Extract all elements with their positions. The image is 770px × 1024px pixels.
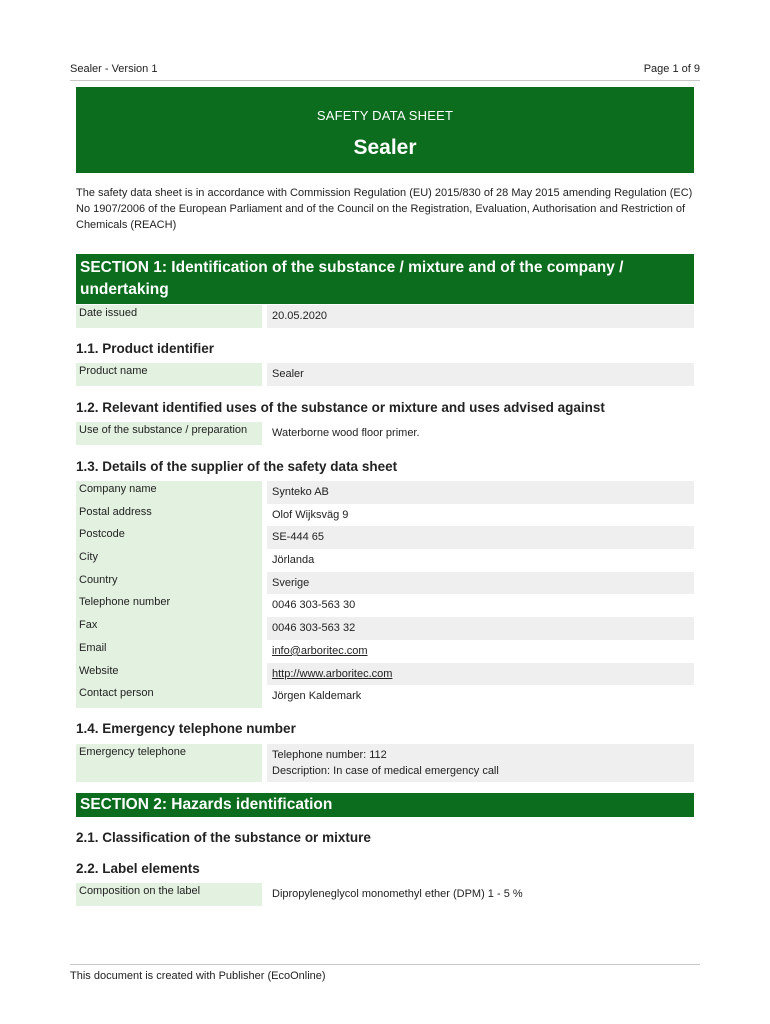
fax-value: 0046 303-563 32 [267,617,694,640]
date-issued-value: 20.05.2020 [267,305,694,328]
telephone-label: Telephone number [76,594,262,617]
table-row [76,363,694,386]
composition-label: Composition on the label [76,883,262,906]
table-row [76,572,694,595]
regulation-intro: The safety data sheet is in accordance with Commission Regulation (EU) 2015/830 of 28 May 2015 amending Regulation (EC) No 1907/2006 of the European Parliament and of the Council on the Registration, Evaluation, Authorisation and Restriction of Chemicals (REACH) [76,187,693,231]
contact-person-value: Jörgen Kaldemark [267,685,694,708]
table-row [76,617,694,640]
date-issued-table [76,305,694,328]
page-footer: This document is created with Publisher (EcoOnline) [70,964,700,982]
email-cell [267,640,694,663]
email-link[interactable]: info@arboritec.com [272,644,368,657]
fax-label: Fax [76,617,262,640]
website-label: Website [76,663,262,686]
product-name-label: Product name [76,363,262,386]
city-value: Jörlanda [267,549,694,572]
postcode-value: SE-444 65 [267,526,694,549]
city-label: City [76,549,262,572]
section-1-heading: SECTION 1: Identification of the substance / mixture and of the company / undertaking [76,254,694,304]
emergency-telephone-label: Emergency telephone [76,744,262,782]
subsection-1-4-heading: 1.4. Emergency telephone number [76,721,296,736]
composition-value: Dipropyleneglycol monomethyl ether (DPM) 1 - 5 % [267,883,694,906]
table-row [76,549,694,572]
subsection-1-2-heading: 1.2. Relevant identified uses of the substance or mixture and uses advised against [76,400,605,415]
emergency-description: Description: In case of medical emergency call [272,765,499,777]
contact-person-label: Contact person [76,685,262,708]
company-name-label: Company name [76,481,262,504]
title-banner [76,87,694,173]
document-version: Sealer - Version 1 [70,63,158,75]
emergency-number: Telephone number: 112 [272,749,387,761]
subsection-2-1-heading: 2.1. Classification of the substance or mixture [76,830,371,845]
product-identifier-table [76,363,694,386]
postal-address-label: Postal address [76,504,262,527]
table-row [76,663,694,686]
table-row [76,685,694,708]
table-row [76,481,694,504]
table-row [76,594,694,617]
emergency-table [76,744,694,782]
page-number: Page 1 of 9 [643,63,700,75]
table-row [76,305,694,328]
email-label: Email [76,640,262,663]
postal-address-value: Olof Wijksväg 9 [267,504,694,527]
table-row [76,883,694,906]
page-header [70,62,700,81]
subsection-1-3-heading: 1.3. Details of the supplier of the safety data sheet [76,459,398,474]
table-row [76,640,694,663]
use-value: Waterborne wood floor primer. [267,422,694,445]
product-title: Sealer [353,136,417,159]
table-row [76,526,694,549]
section-2-heading: SECTION 2: Hazards identification [76,793,694,817]
company-name-value: Synteko AB [267,481,694,504]
table-row [76,504,694,527]
label-elements-table [76,883,694,906]
country-value: Sverige [267,572,694,595]
supplier-details-table [76,481,694,708]
date-issued-label: Date issued [76,305,262,328]
subsection-2-2-heading: 2.2. Label elements [76,861,200,876]
table-row [76,422,694,445]
emergency-telephone-value [267,744,694,782]
website-link[interactable]: http://www.arboritec.com [272,667,393,680]
table-row [76,744,694,782]
use-label: Use of the substance / preparation [76,422,262,445]
website-cell [267,663,694,686]
telephone-value: 0046 303-563 30 [267,594,694,617]
identified-uses-table [76,422,694,445]
postcode-label: Postcode [76,526,262,549]
country-label: Country [76,572,262,595]
document-type: SAFETY DATA SHEET [316,108,454,123]
product-name-value: Sealer [267,363,694,386]
subsection-1-1-heading: 1.1. Product identifier [76,341,215,356]
